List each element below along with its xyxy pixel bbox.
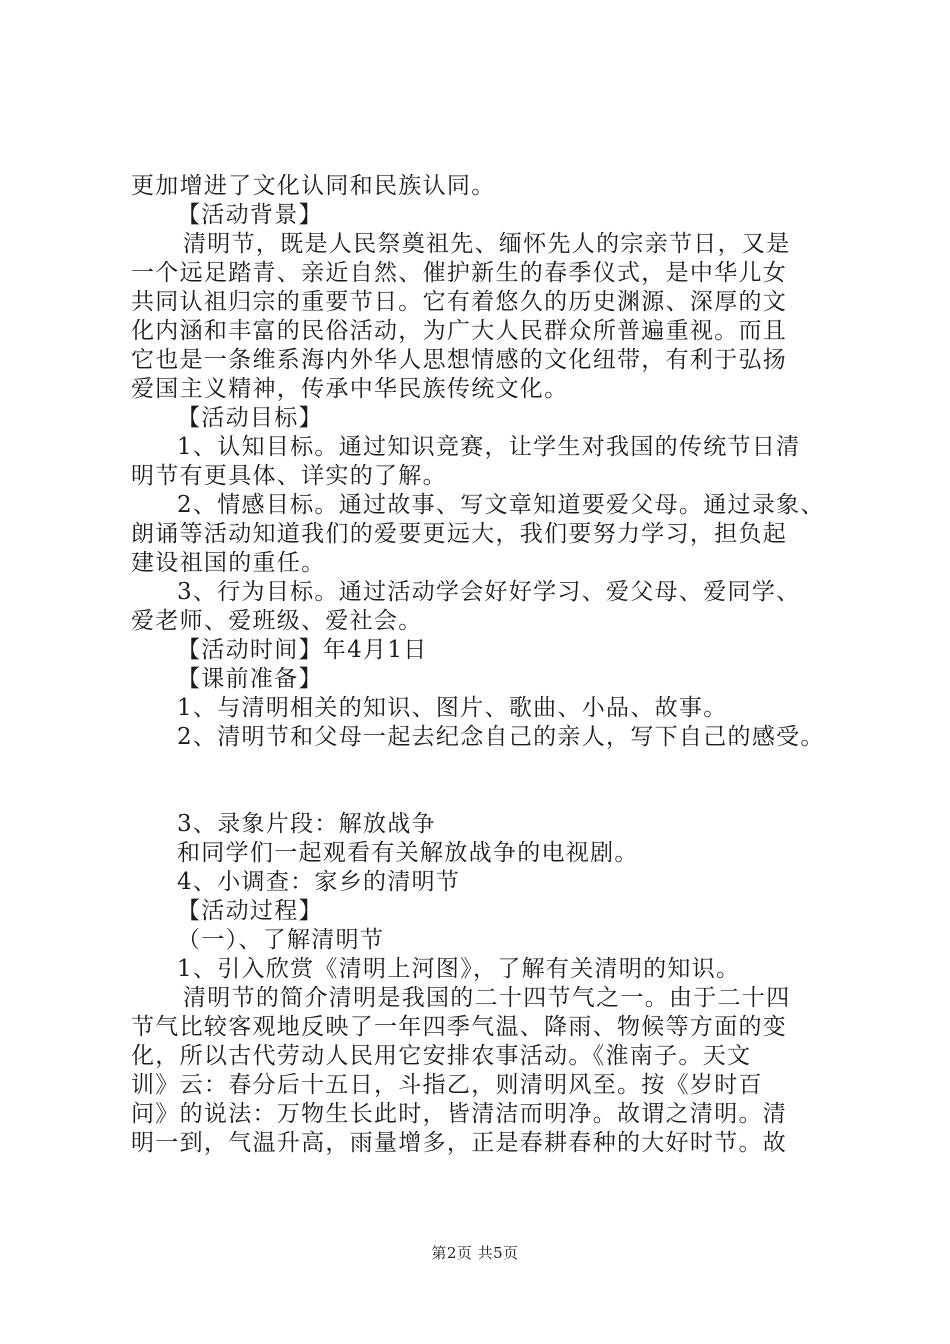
text-line: 化，所以古代劳动人民用它安排农事活动。《淮南子。天文 [131,1043,752,1069]
text-line: 3、行为目标。通过活动学会好好学习、爱父母、爱同学、 [177,579,801,605]
text-line: 节气比较客观地反映了一年四季气温、降雨、物候等方面的变 [131,1014,788,1040]
text-line: 爱老师、爱班级、爱社会。 [131,608,423,634]
text-line: 1、与清明相关的知识、图片、歌曲、小品、故事。 [177,695,728,721]
text-line: 它也是一条维系海内外华人思想情感的文化纽带，有利于弘扬 [131,347,788,373]
text-line: 更加增进了文化认同和民族认同。 [131,173,496,199]
text-line: 2、情感目标。通过故事、写文章知道要爱父母。通过录象、 [177,492,825,518]
subsection-heading: （一）、了解清明节 [177,927,385,953]
section-heading-preparation: 【课前准备】 [177,666,323,692]
text-line: 明节有更具体、详实的了解。 [131,463,447,489]
section-heading-time: 【活动时间】年4月1日 [177,637,428,663]
text-line: 问》的说法：万物生长此时，皆清洁而明净。故谓之清明。清 [131,1101,788,1127]
blank-gap [131,752,851,810]
text-line: 建设祖国的重任。 [131,550,326,576]
text-line: 化内涵和丰富的民俗活动，为广大人民群众所普遍重视。而且 [131,318,788,344]
text-line: 明一到，气温升高，雨量增多，正是春耕春种的大好时节。故 [131,1130,788,1156]
text-line: 1、认知目标。通过知识竞赛，让学生对我国的传统节日清 [177,434,801,460]
text-line: 训》云：春分后十五日，斗指乙，则清明风至。按《岁时百 [131,1072,763,1098]
text-line: 爱国主义精神，传承中华民族传统文化。 [131,376,569,402]
text-line: 2、清明节和父母一起去纪念自己的亲人，写下自己的感受。 [177,724,825,750]
text-line: 和同学们一起观看有关解放战争的电视剧。 [177,840,639,866]
document-body [131,172,851,1158]
section-heading-goals: 【活动目标】 [177,405,323,431]
text-line: 4、小调查：家乡的清明节 [177,869,461,895]
text-line: 3、录象片段：解放战争 [177,811,436,837]
text-line: 清明节的简介清明是我国的二十四节气之一。由于二十四 [183,985,791,1011]
text-line: 朗诵等活动知道我们的爱要更远大，我们要努力学习，担负起 [131,521,788,547]
text-line: 1、引入欣赏《清明上河图》，了解有关清明的知识。 [177,956,741,982]
section-heading-process: 【活动过程】 [177,898,323,924]
section-heading-background: 【活动背景】 [177,202,323,228]
text-line: 清明节，既是人民祭奠祖先、缅怀先人的宗亲节日，又是 [183,231,791,257]
text-line: 共同认祖归宗的重要节日。它有着悠久的历史渊源、深厚的文 [131,289,788,315]
text-line: 一个远足踏青、亲近自然、催护新生的春季仪式，是中华儿女 [131,260,788,286]
page-number-footer: 第2页 共5页 [431,1244,519,1262]
